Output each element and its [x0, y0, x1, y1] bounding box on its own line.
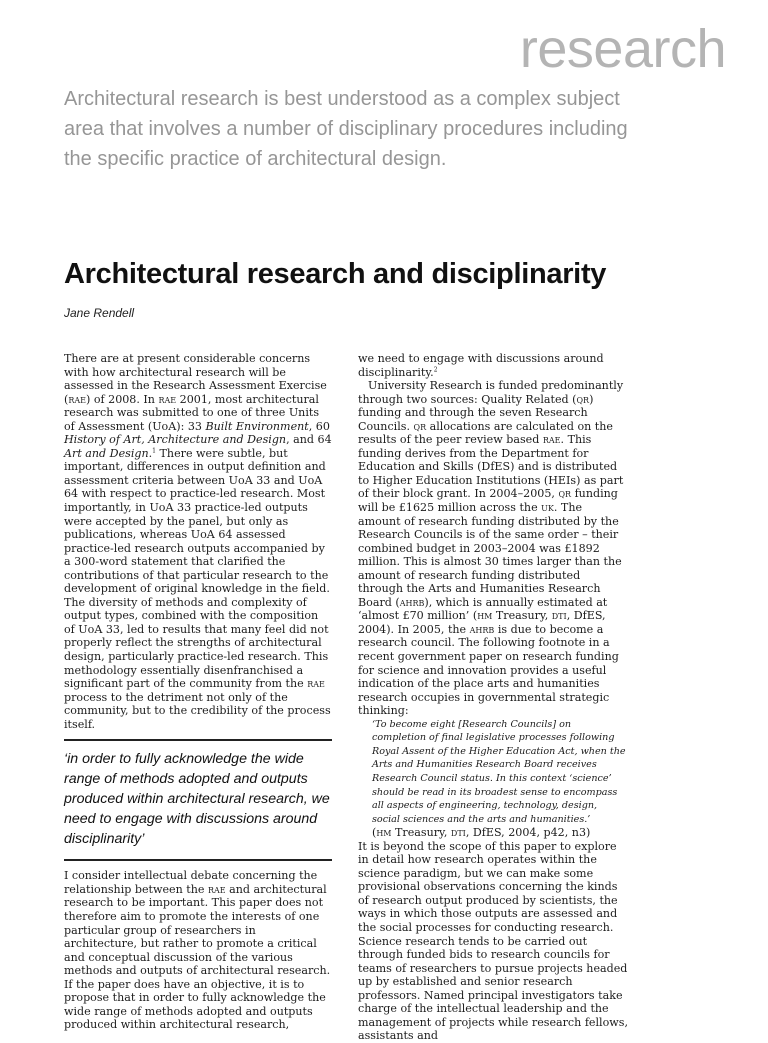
- footnote-ref-1[interactable]: 1: [152, 447, 156, 455]
- article-title: Architectural research and disciplinarity: [64, 258, 607, 290]
- paragraph-intro: There are at present considerable concerns with how architectural research will be assessed in the Research Assessment Exercise (rae) of 2008. In rae 2001, most architectural research was submitted to one of three Units of Assessment (UoA): 33 Built Environment, 60 History of Art, Architecture and Design, and 64 Art and Design.$^1$ There were subtle, but important, differences in output definition and assessment criteria between UoA 33 and UoA 64 with respect to practice-led research. Most importantly, in UoA 33 practice-led outputs were accepted by the panel, but only as publications, whereas UoA 64 assessed practice-led research outputs accompanied by a 300-word statement that clarified the contributions of that particular research to the development of original knowledge in the field. The diversity of methods and complexity of output types, combined with the composition of UoA 33, led to results that many feel did not properly reflect the strengths of architectural design, particularly practice-led research. This methodology essentially disenfranchised a significant part of the community from the rae process to the detriment not only of the community, but to the credibility of the process itself.: [64, 352, 332, 731]
- paragraph-debate: I consider intellectual debate concerning the relationship between the rae and architectural research to be important. This paper does not therefore aim to promote the interests of one particular group of researchers in architecture, but rather to promote a critical and conceptual discussion of the various methods and outputs of architectural research. If the paper does have an objective, it is to propose that in order to fully acknowledge the wide range of methods adopted and outputs produced within architectural research,: [64, 869, 331, 1032]
- paragraph-science: It is beyond the scope of this paper to explore in detail how research operates within the science paradigm, but we can make some provisional observations concerning the kinds of research output produced by scientists, the ways in which those outputs are assessed and the social processes for conducting research. Science research tends to be carried out through funded bids to research councils for teams of researchers to pursue projects headed up by established and senior research professors. Named principal investigators take charge of the intellectual leadership and the management of projects while research fellows, assistants and: [358, 839, 628, 1043]
- section-label: research: [519, 19, 726, 79]
- block-quote: ‘To become eight [Research Councils] on completion of final legislative processes following Royal Assent of the Higher Education Act, when the Arts and Humanities Research Board receives Research Council status. In this context ‘science’ should be read in its broadest sense to encompass all aspects of engineering, technology, design, social sciences and the arts and humanities.’: [372, 718, 626, 825]
- paragraph-continuation: we need to engage with discussions around disciplinarity.$^2$: [358, 352, 604, 379]
- page-folio-marks: [624, 1018, 728, 1024]
- left-column: [64, 352, 332, 1032]
- quote-citation: (hm Treasury, dti, DfES, 2004, p42, n3): [372, 826, 591, 840]
- pull-quote: ‘in order to fully acknowledge the wide range of methods adopted and outputs produced within architectural research, we need to engage with discussions around disciplinarity’: [64, 739, 332, 861]
- right-column: [358, 352, 628, 1043]
- footnote-ref-2[interactable]: 2: [433, 365, 438, 373]
- standfirst: Architectural research is best understood as a complex subject area that involves a number of disciplinary procedures including the specific practice of architectural design.: [64, 88, 628, 170]
- author-name: Jane Rendell: [64, 306, 135, 320]
- paragraph-funding: University Research is funded predominantly through two sources: Quality Related (qr) funding and through the seven Research Councils. qr allocations are calculated on the results of the peer review based rae. This funding derives from the Department for Education and Skills (DfES) and is distributed to Higher Education Institutions (HEIs) as part of their block grant. In 2004–2005, qr funding will be £1625 million across the uk. The amount of research funding distributed by the Research Councils is of the same order – their combined budget in 2003–2004 was £1892 million. This is almost 30 times larger than the amount of research funding distributed through the Arts and Humanities Research Board (ahrb), which is annually estimated at ‘almost £70 million’ (hm Treasury, dti, DfES, 2004). In 2005, the ahrb is due to become a research council. The following footnote in a recent government paper on research funding for science and innovation provides a useful indication of the place arts and humanities research occupies in governmental strategic thinking:: [358, 379, 624, 718]
